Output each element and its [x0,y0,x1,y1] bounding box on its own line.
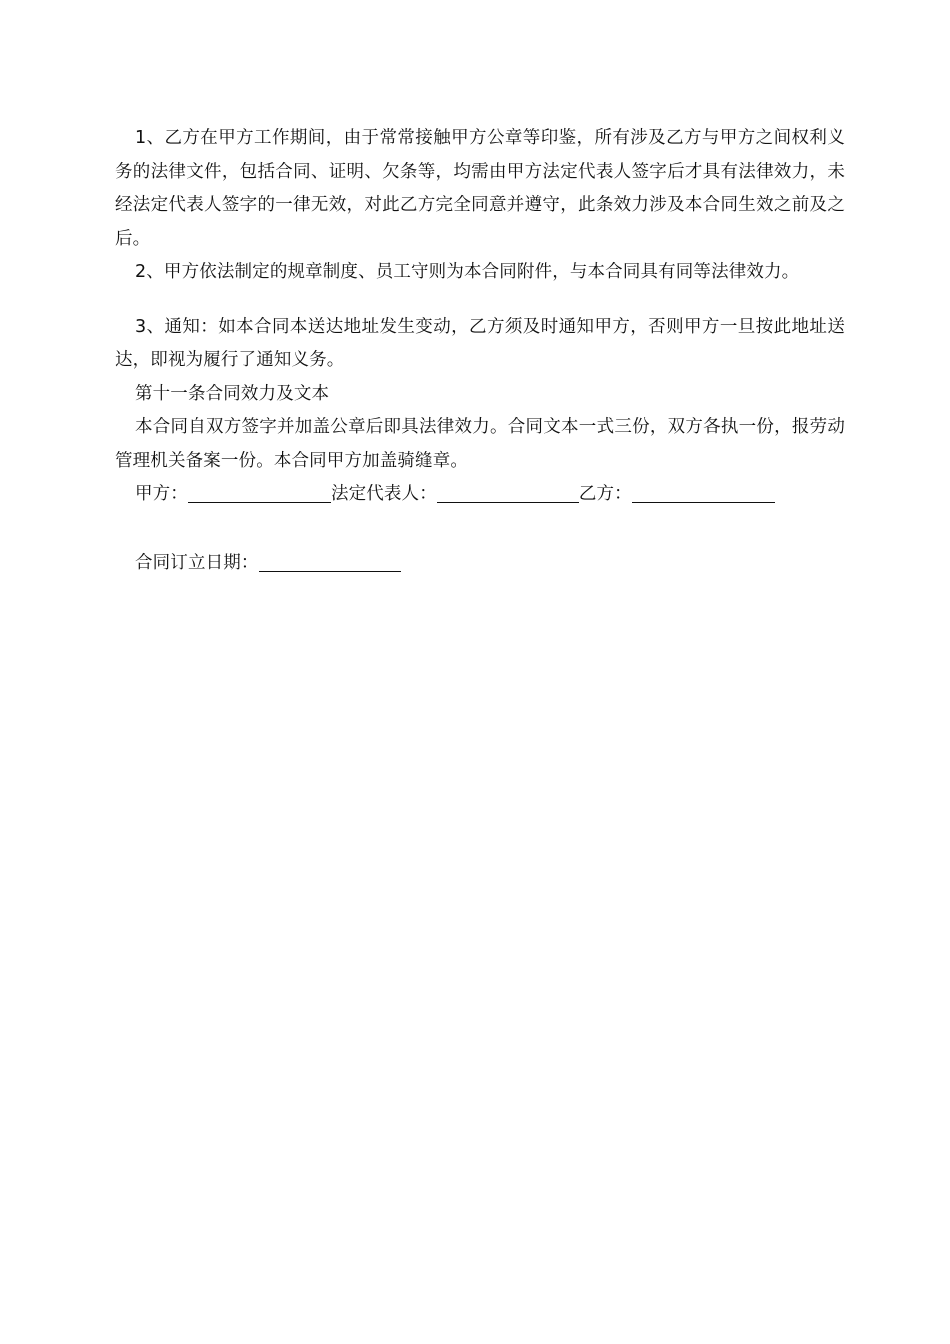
party-b-blank[interactable] [632,501,775,503]
document-body [115,122,845,580]
party-a-label: 甲方： [135,484,188,504]
clause-3: 3、通知：如本合同本送达地址发生变动，乙方须及时通知甲方，否则甲方一旦按此地址送达，即视为履行了通知义务。 [115,316,845,370]
article-body: 本合同自双方签字并加盖公章后即具法律效力。合同文本一式三份，双方各执一份，报劳动管理机关备案一份。本合同甲方加盖骑缝章。 [115,417,845,471]
spacer [115,290,845,311]
legal-rep-blank[interactable] [437,501,579,503]
party-a-blank[interactable] [188,501,331,503]
clause-2: 2、甲方依法制定的规章制度、员工守则为本合同附件，与本合同具有同等法律效力。 [135,262,800,282]
article-heading: 第十一条合同效力及文本 [135,383,330,404]
date-label: 合同订立日期： [135,552,259,573]
spacer [115,512,845,547]
date-line [115,547,845,581]
legal-rep-label: 法定代表人： [330,484,437,504]
date-blank[interactable] [259,570,401,572]
party-b-label: 乙方： [578,484,632,504]
signature-line [115,478,845,512]
clause-1: 1、乙方在甲方工作期间，由于常常接触甲方公章等印鉴，所有涉及乙方与甲方之间权利义务的法律文件，包括合同、证明、欠条等，均需由甲方法定代表人签字后才具有法律效力，未经法定代表人签字的一律无效，对此乙方完全同意并遵守，此条效力涉及本合同生效之前及之后。 [115,128,845,249]
